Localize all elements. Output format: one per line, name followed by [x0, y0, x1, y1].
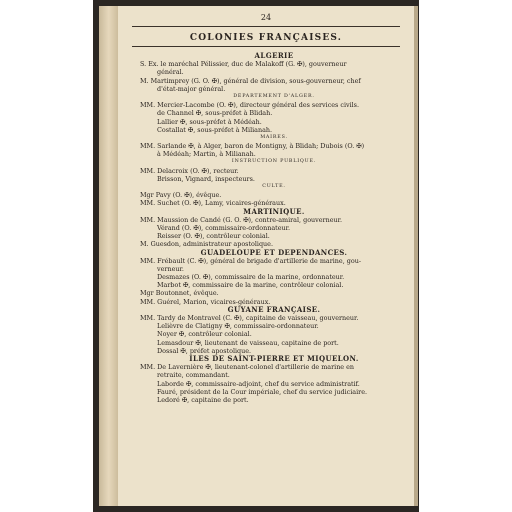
text-line: MM. Delacroix (O. ✠), recteur. [140, 166, 239, 175]
section-heading: GUYANE FRANÇAISE. [227, 305, 321, 314]
text-line: d'état-major général. [157, 84, 226, 93]
text-line: Laborde ✠, commissaire-adjoint, chef du service administratif. [157, 379, 360, 388]
text-line: Ledoré ✠, capitaine de port. [157, 395, 249, 404]
text-line: MM. Mercier-Lacombe (O. ✠), directeur général des services civils. [140, 101, 359, 110]
text-line: MM. Maussion de Candé (G. O. ✠), contre-amiral, gouverneur. [140, 215, 343, 224]
section-heading: ALGÉRIE [254, 52, 294, 60]
text-line: MM. Guérel, Marion, vicaires-généraux. [140, 297, 271, 306]
page-text [140, 52, 408, 404]
header-rule-bottom [132, 46, 400, 47]
text-line: Fauré, président de la Cour impériale, chef du service judiciaire. [157, 387, 368, 396]
text-line: Lemasdour ✠, lieutenant de vaisseau, capitaine de port. [157, 338, 339, 347]
text-line: MM. Sarlande ✠, à Alger, baron de Montigny, à Blidah; Dubois (O. ✠) [140, 142, 365, 151]
text-line: Lelièvre de Clatigny ✠, commissaire-ordonnateur. [157, 322, 319, 331]
text-line: M. Guesdon, administrateur apostolique. [140, 240, 273, 249]
text-line: M. Martimprey (G. O. ✠), général de division, sous-gouverneur, chef [140, 76, 361, 85]
text-line: Reisser (O. ✠), contrôleur colonial. [157, 232, 270, 241]
text-line: de Channel ✠, sous-préfet à Blidah. [157, 109, 273, 118]
text-line: verneur. [157, 264, 184, 273]
book-page [118, 6, 414, 506]
text-line: Marbot ✠, commissaire de la marine, contrôleur colonial. [157, 281, 344, 290]
subsection-heading: INSTRUCTION PUBLIQUE. [231, 159, 317, 165]
subsection-heading: DÉPARTEMENT D'ALGER. [233, 93, 315, 99]
text-line: Brisson, Vignard, inspecteurs. [157, 174, 255, 183]
book-right-edge [414, 6, 418, 506]
section-heading: MARTINIQUE. [243, 207, 305, 216]
text-line: Vérand (O. ✠), commissaire-ordonnateur. [157, 223, 290, 232]
text-line: Noyer ✠, contrôleur colonial. [157, 330, 252, 339]
text-line: Mgr Boutonnet, évêque. [140, 289, 219, 298]
text-line: Lallier ✠, sous-préfet à Médéah. [157, 117, 262, 126]
section-heading: GUADELOUPE ET DÉPENDANCES. [200, 248, 348, 257]
subsection-heading: MAIRES. [260, 134, 288, 140]
text-line: MM. Frébault (C. ✠), général de brigade d'artillerie de marine, gou- [140, 256, 361, 265]
text-line: MM. Suchet (O. ✠), Lamy, vicaires-généraux. [140, 199, 286, 208]
text-line: MM. Tardy de Montravel (C. ✠), capitaine de vaisseau, gouverneur. [140, 314, 359, 322]
text-line: à Médéah; Martin, à Milianah. [157, 150, 256, 159]
text-line: Mgr Pavy (O. ✠), évêque. [140, 191, 222, 200]
text-line: Costallat ✠, sous-préfet à Milianah. [157, 125, 273, 134]
text-line: Desmazes (O. ✠), commissaire de la marine, ordonnateur. [157, 273, 345, 282]
page-title: COLONIES FRANÇAISES. [189, 33, 343, 43]
text-line: MM. De Lavernière ✠, lieutenant-colonel d'artillerie de marine en [140, 363, 355, 372]
subsection-heading: CULTE. [262, 184, 286, 189]
page-number: 24 [260, 13, 272, 22]
text-line: retraite, commandant. [157, 371, 230, 380]
text-line: général. [157, 68, 184, 77]
text-line: S. Ex. le maréchal Pélissier, duc de Malakoff (G. ✠), gouverneur [140, 60, 347, 69]
text-line: Dossal ✠, préfet apostolique. [157, 346, 252, 355]
section-heading: ILES DE SAINT-PIERRE ET MIQUELON. [189, 354, 359, 363]
header-rule-top [132, 26, 400, 27]
